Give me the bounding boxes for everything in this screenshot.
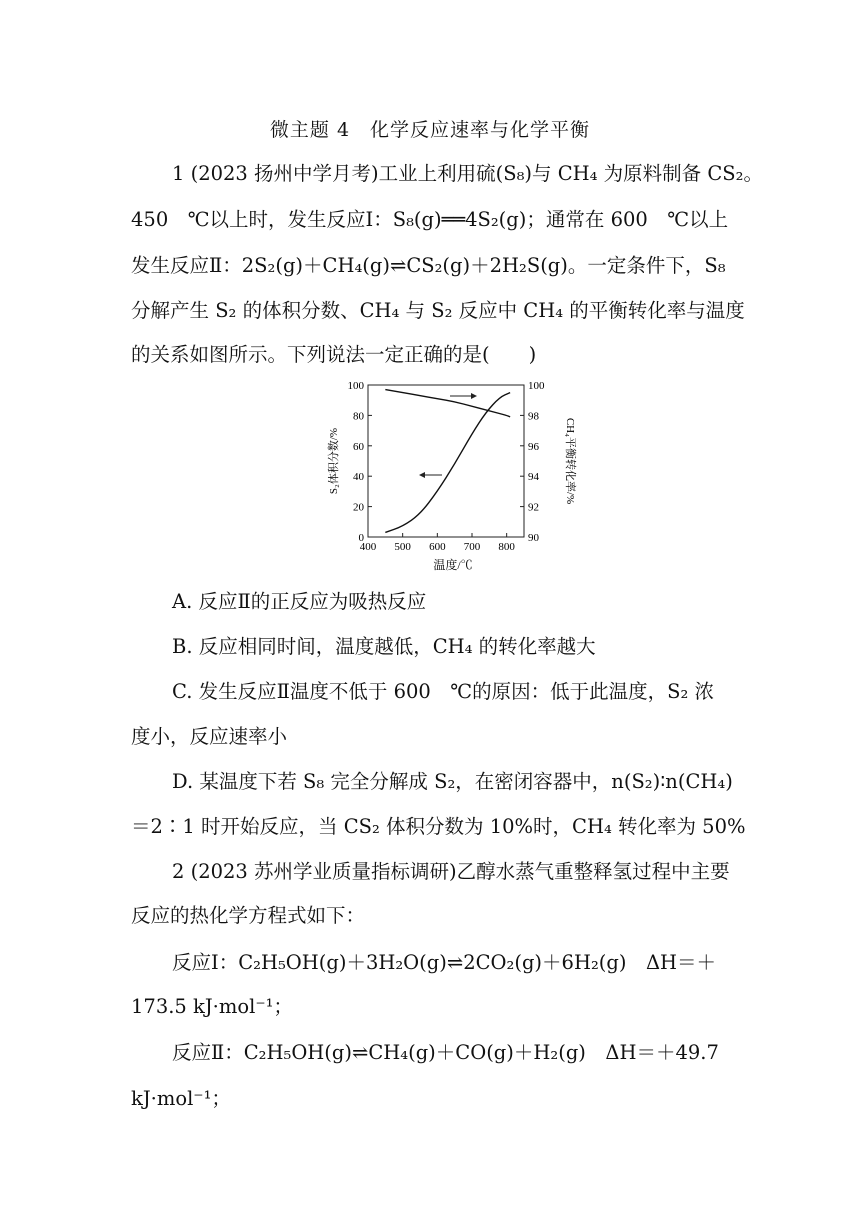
reaction1-line1: 反应Ⅰ：C₂H₅OH(g)＋3H₂O(g)⇌2CO₂(g)＋6H₂(g) ΔH＝＋ <box>172 951 717 974</box>
series-line-s2-fraction <box>385 393 510 533</box>
y-left-tick-label: 0 <box>358 532 364 544</box>
y-left-tick-label: 20 <box>353 501 364 514</box>
y-axis-label-left: S₂体积分数/% <box>328 427 340 495</box>
y-axis-label-right: CH₄平衡转化率/% <box>564 417 576 505</box>
reaction2-line2: kJ·mol⁻¹； <box>131 1087 231 1110</box>
chart-series <box>385 390 510 533</box>
q1-line1: 1 (2023 扬州中学月考)工业上利用硫(S₈)与 CH₄ 为原料制备 CS₂。 <box>172 162 763 185</box>
chart-svg <box>320 370 590 575</box>
y-left-tick-label: 80 <box>353 410 364 423</box>
y-right-tick-label: 92 <box>528 501 539 514</box>
q1-line3: 发生反应Ⅱ：2S₂(g)＋CH₄(g)⇌CS₂(g)＋2H₂S(g)。一定条件下，S₈ <box>131 254 726 277</box>
q2-line1: 2 (2023 苏州学业质量指标调研)乙醇水蒸气重整释氢过程中主要 <box>172 860 730 883</box>
x-tick-label: 600 <box>429 541 446 553</box>
y-left-tick-label: 40 <box>353 471 364 484</box>
option-c-line1: C. 发生反应Ⅱ温度不低于 600 ℃的原因：低于此温度，S₂ 浓 <box>172 680 714 703</box>
reaction2-line1: 反应Ⅱ：C₂H₅OH(g)⇌CH₄(g)＋CO(g)＋H₂(g) ΔH＝＋49.7 <box>172 1041 719 1064</box>
y-right-tick-label: 90 <box>528 532 539 544</box>
page-title: 微主题 4 化学反应速率与化学平衡 <box>269 119 591 141</box>
option-d-line1: D. 某温度下若 S₈ 完全分解成 S₂，在密闭容器中，n(S₂)∶n(CH₄) <box>172 770 733 793</box>
arrow-right-icon <box>450 393 477 399</box>
option-c-line2: 度小，反应速率小 <box>131 725 288 748</box>
y-right-tick-label: 100 <box>528 380 545 392</box>
option-d-line2: ＝2∶1 时开始反应，当 CS₂ 体积分数为 10%时，CH₄ 转化率为 50% <box>131 815 746 838</box>
q2-line2: 反应的热化学方程式如下： <box>131 904 366 927</box>
reaction1-line2: 173.5 kJ·mol⁻¹； <box>131 995 293 1018</box>
chart <box>320 370 590 575</box>
y-right-tick-label: 98 <box>528 410 539 423</box>
y-right-tick-label: 96 <box>528 440 539 453</box>
x-tick-label: 800 <box>498 541 515 553</box>
chart-ticks <box>348 380 546 553</box>
y-left-tick-label: 100 <box>347 380 364 392</box>
x-tick-label: 500 <box>394 541 411 553</box>
q1-line2: 450 ℃以上时，发生反应Ⅰ：S₈(g)══4S₂(g)；通常在 600 ℃以上 <box>131 208 729 231</box>
arrow-left-icon <box>419 472 442 478</box>
y-right-tick-label: 94 <box>528 471 539 484</box>
x-tick-label: 700 <box>463 541 481 553</box>
option-a: A. 反应Ⅱ的正反应为吸热反应 <box>172 590 427 613</box>
series-line-ch4-conversion <box>385 390 510 417</box>
plot-frame <box>368 385 524 537</box>
q1-line4: 分解产生 S₂ 的体积分数、CH₄ 与 S₂ 反应中 CH₄ 的平衡转化率与温度 <box>131 299 745 322</box>
x-axis-label: 温度/℃ <box>433 558 473 572</box>
option-b: B. 反应相同时间，温度越低，CH₄ 的转化率越大 <box>172 635 596 658</box>
y-left-tick-label: 60 <box>353 440 364 453</box>
q1-line5: 的关系如图所示。下列说法一定正确的是( ) <box>131 343 537 366</box>
x-tick-label: 400 <box>359 541 377 553</box>
